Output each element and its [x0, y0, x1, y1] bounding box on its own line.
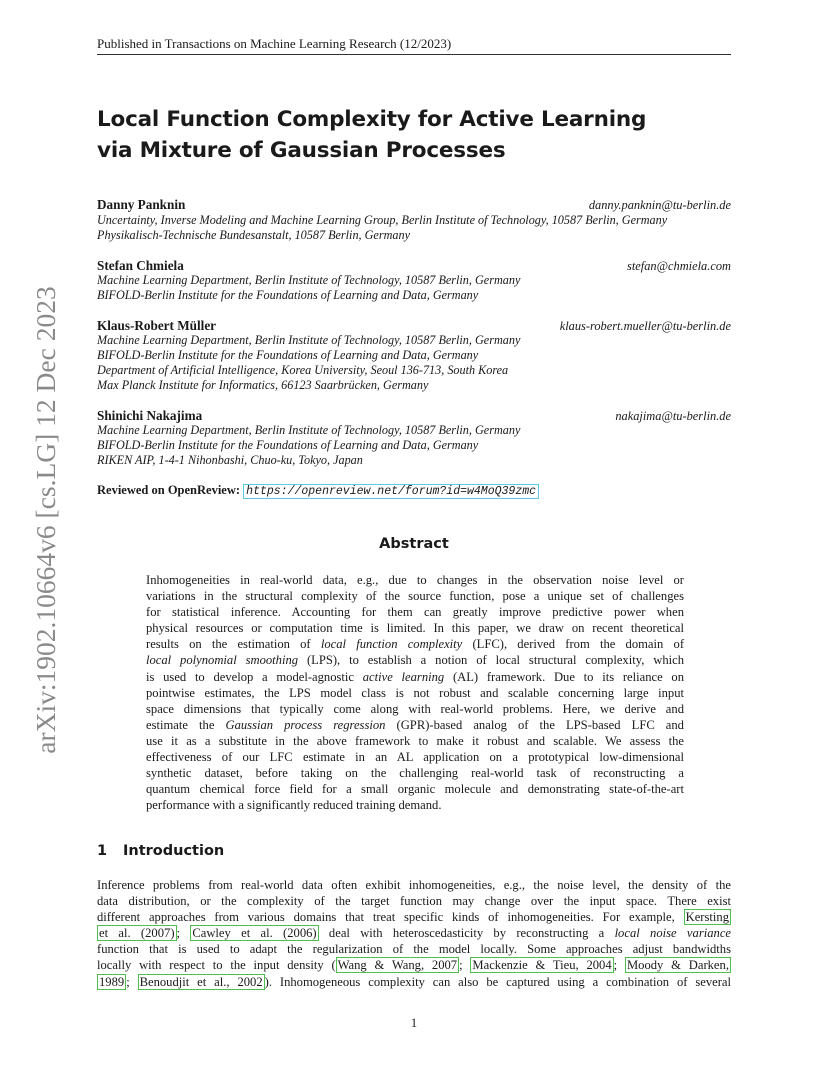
affiliation: RIKEN AIP, 1-4-1 Nihonbashi, Chuo-ku, Tokyo, Japan — [97, 453, 363, 467]
abstract-line: use it as a substitute in the above framework to make it robust and scalable. We assess the — [146, 733, 684, 748]
abstract-line: pointwise estimates, the LPS model class is not robust and scalable concerning large input — [146, 685, 684, 700]
author-affiliations — [97, 273, 520, 303]
intro-line: Inference problems from real-world data often exhibit inhomogeneities, e.g., the noise level, the density of the — [97, 878, 731, 892]
citation-link[interactable]: Wang & Wang, 2007 — [337, 958, 458, 973]
section-title: Introduction — [123, 843, 225, 859]
affiliation: Department of Artificial Intelligence, Korea University, Seoul 136-713, South Korea — [97, 363, 509, 377]
abstract-line: results on the estimation of local function complexity (LFC), derived from the domain of — [146, 637, 685, 652]
intro-line: different approaches from various domains that treat specific kinds of inhomogeneities. For example, Kersting — [97, 910, 729, 925]
abstract-line: local polynomial smoothing (LPS), to establish a notion of local structural complexity, which — [146, 653, 684, 668]
intro-line: et al. (2007) ; Cawley et al. (2006) deal with heteroscedasticity by reconstructing a local noise variance — [99, 926, 731, 941]
intro-line: data distribution, or the complexity of the target function may change over the input space. There exist — [97, 894, 731, 909]
affiliation: Uncertainty, Inverse Modeling and Machine Learning Group, Berlin Institute of Technology, 10587 Berlin, Germany — [97, 213, 668, 227]
author-email[interactable]: klaus-robert.mueller@tu-berlin.de — [559, 319, 731, 333]
affiliation: BIFOLD-Berlin Institute for the Foundations of Learning and Data, Germany — [97, 438, 479, 452]
author-affiliations — [97, 423, 520, 468]
affiliation: BIFOLD-Berlin Institute for the Foundations of Learning and Data, Germany — [97, 288, 479, 302]
author-name: Klaus-Robert Müller — [97, 318, 217, 333]
abstract-line: synthetic dataset, before taking on the challenging real-world task of reconstructing a — [146, 766, 684, 781]
arxiv-stamp-text: arXiv:1902.10664v6 [cs.LG] 12 Dec 2023 — [30, 286, 61, 754]
running-header: Published in Transactions on Machine Learning Research (12/2023) — [97, 36, 452, 51]
abstract-line: variations in the structural complexity of the source function, pose a unique set of challenges — [146, 589, 684, 604]
abstract-line: effectiveness of our LFC estimate in an AL application on a prototypical low-dimensional — [146, 750, 684, 765]
header-rule — [97, 54, 731, 55]
openreview-line — [97, 483, 539, 498]
affiliation: Machine Learning Department, Berlin Institute of Technology, 10587 Berlin, Germany — [97, 273, 521, 287]
abstract-line: space dimensions that typically come along with real-world problems. Here, we derive and — [146, 701, 684, 716]
openreview-label: Reviewed on OpenReview: — [97, 483, 241, 497]
affiliation: Machine Learning Department, Berlin Institute of Technology, 10587 Berlin, Germany — [97, 423, 521, 437]
abstract-line: quantum chemical force field for a small organic molecule and demonstrating state-of-the-art — [146, 782, 684, 797]
abstract-body — [146, 572, 684, 813]
affiliation: BIFOLD-Berlin Institute for the Foundations of Learning and Data, Germany — [97, 348, 479, 362]
author-email[interactable]: nakajima@tu-berlin.de — [615, 409, 731, 423]
abstract-line: for statistical inference. Accounting for them can greatly improve predictive power when — [146, 605, 684, 620]
openreview-link[interactable]: https://openreview.net/forum?id=w4MoQ39zmc — [243, 484, 539, 499]
title-line: Local Function Complexity for Active Learning — [97, 107, 647, 132]
abstract-line: physical resources or computation time is limited. In this paper, we draw on recent theoretical — [146, 621, 684, 636]
citation-link[interactable]: Cawley et al. (2006) — [192, 926, 317, 941]
section-number: 1 — [97, 843, 108, 859]
author-affiliations — [97, 213, 667, 243]
abstract-line: is used to develop a model-agnostic active learning (AL) framework. Due to its reliance on — [146, 669, 684, 684]
affiliation: Max Planck Institute for Informatics, 66123 Saarbrücken, Germany — [97, 378, 429, 392]
citation-link[interactable]: et al. (2007) — [99, 926, 175, 941]
intro-line: locally with respect to the input density ( Wang & Wang, 2007 ; Mackenzie & Tieu, 2004 ; Moody & Darken, — [97, 958, 729, 973]
citation-link[interactable]: Kersting — [685, 910, 729, 925]
abstract-heading: Abstract — [379, 536, 449, 552]
page-number: 1 — [410, 1016, 418, 1030]
author-email[interactable]: danny.panknin@tu-berlin.de — [588, 198, 731, 212]
intro-body — [97, 877, 731, 990]
author-name: Shinichi Nakajima — [97, 408, 203, 423]
section-heading — [97, 843, 224, 859]
affiliation: Machine Learning Department, Berlin Institute of Technology, 10587 Berlin, Germany — [97, 333, 521, 347]
author-name: Danny Panknin — [97, 197, 186, 212]
paper-title — [97, 104, 646, 166]
citation-link[interactable]: Moody & Darken, — [626, 958, 729, 973]
title-line: via Mixture of Gaussian Processes — [97, 138, 506, 163]
author-email[interactable]: stefan@chmiela.com — [627, 259, 731, 273]
citation-link[interactable]: 1989 — [99, 974, 125, 989]
citation-link[interactable]: Benoudjit et al., 2002 — [139, 974, 263, 989]
abstract-line: performance with a significantly reduced training demand. — [146, 798, 442, 813]
author-affiliations — [97, 333, 520, 393]
intro-line: function that is used to adapt the regularization of the model locally. Some approaches adjust bandwidths — [97, 942, 731, 957]
affiliation: Physikalisch-Technische Bundesanstalt, 10587 Berlin, Germany — [97, 228, 410, 242]
author-name: Stefan Chmiela — [97, 258, 184, 273]
abstract-line: estimate the Gaussian process regression (GPR)-based analog of the LPS-based LFC and — [146, 717, 684, 732]
intro-line: 1989 ; Benoudjit et al., 2002 ). Inhomogeneous complexity can also be captured using a combination of several — [99, 974, 731, 989]
abstract-line: Inhomogeneities in real-world data, e.g., due to changes in the observation noise level or — [146, 573, 684, 587]
citation-link[interactable]: Mackenzie & Tieu, 2004 — [472, 958, 612, 973]
